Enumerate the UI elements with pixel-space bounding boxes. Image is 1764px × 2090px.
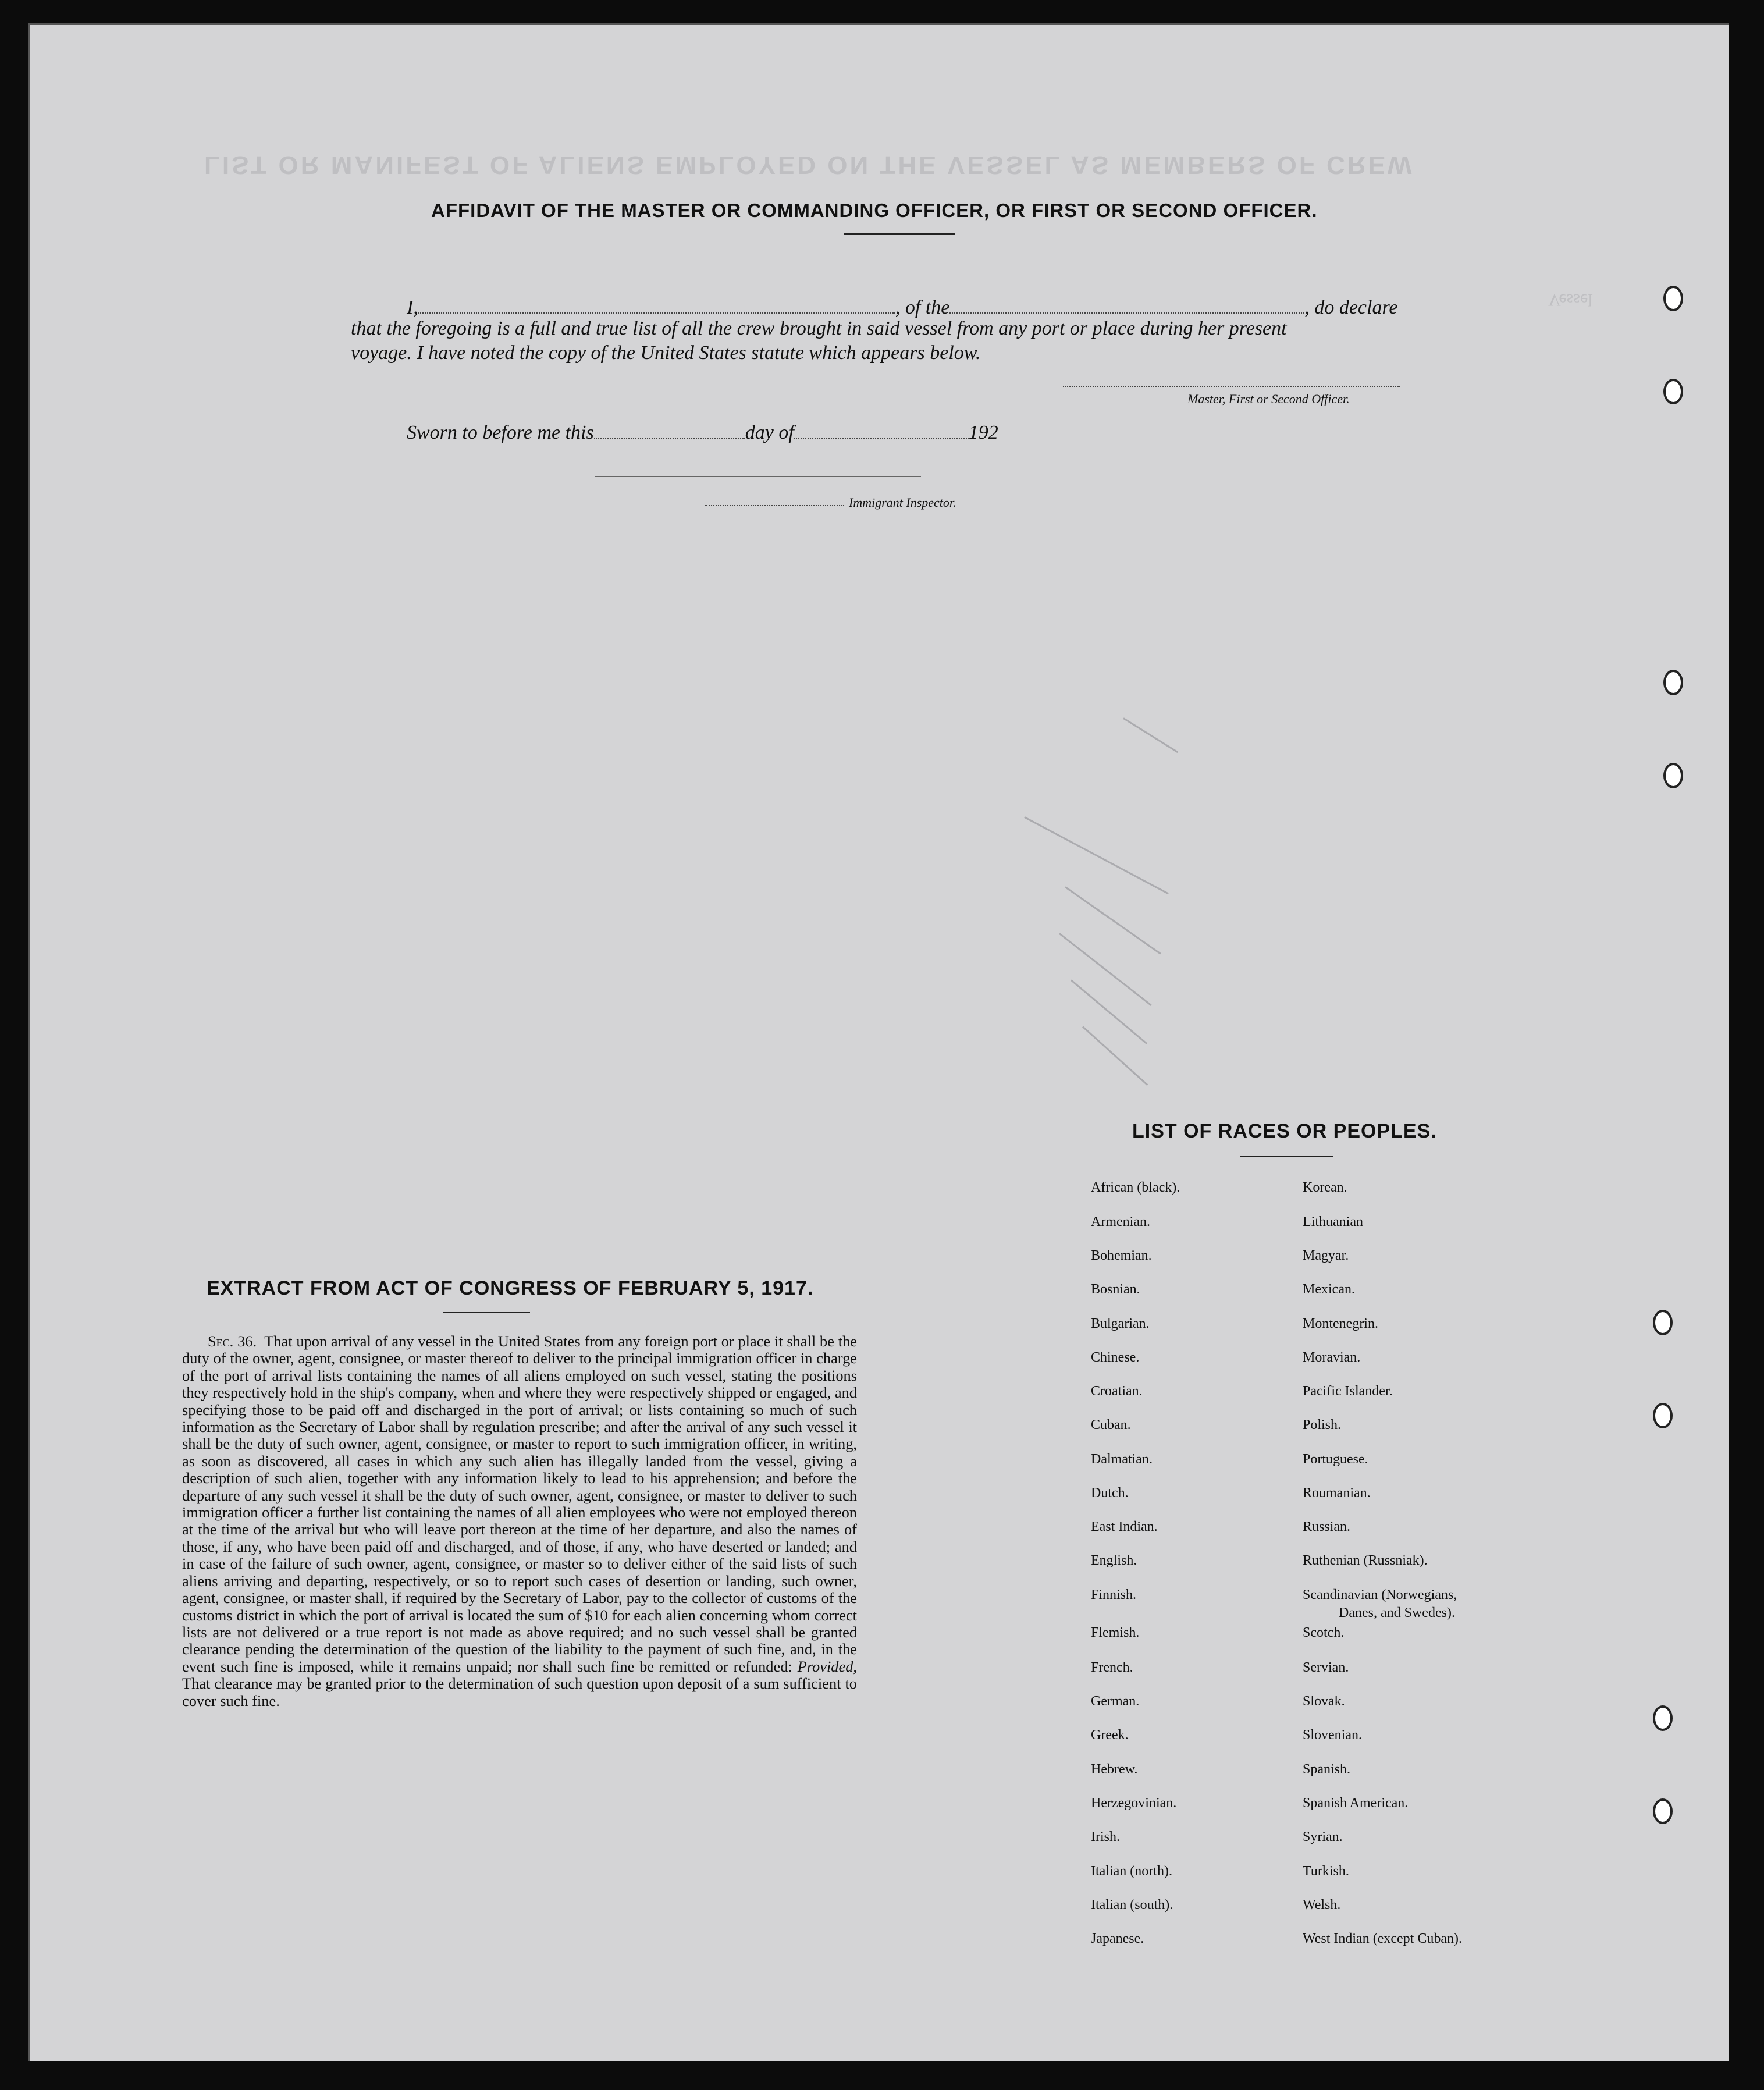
binder-hole-icon [1663,670,1683,695]
race-item: Cuban. [1091,1417,1131,1433]
binder-hole-icon [1663,379,1683,404]
race-item: Croatian. [1091,1384,1143,1399]
bleed-through-title: LIST OR MANIFEST OF ALIENS EMPLOYED ON THE VESSEL AS MEMBERS OF CREW [204,151,1414,179]
race-item: Lithuanian [1303,1214,1363,1229]
race-item: Greek. [1091,1728,1129,1743]
declaration-do-declare-label: , do declare [1304,297,1398,318]
vessel-name-field[interactable] [949,293,1304,314]
race-item: Herzegovinian. [1091,1796,1177,1811]
binder-hole-icon [1663,763,1683,788]
race-item: African (black). [1091,1180,1180,1195]
sworn-year-label: 192 [968,422,998,443]
race-item: Bulgarian. [1091,1316,1150,1331]
race-item: Italian (south). [1091,1897,1173,1913]
affidavit-line-2: that the foregoing is a full and true list of all the crew brought in said vessel from any port or place during her present [351,318,1287,339]
race-item: Dutch. [1091,1485,1129,1501]
race-item: Turkish. [1303,1864,1349,1879]
extract-body [182,1333,857,1709]
race-item: Ruthenian (Russniak). [1303,1553,1428,1568]
race-item: Russian. [1303,1519,1351,1534]
race-item: English. [1091,1553,1137,1568]
affidavit-line-3: voyage. I have noted the copy of the United States statute which appears below. [351,342,981,364]
race-item: Danes, and Swedes). [1339,1605,1455,1620]
affidavit-title: AFFIDAVIT OF THE MASTER OR COMMANDING OFFICER, OR FIRST OR SECOND OFFICER. [431,200,1318,221]
extract-body-text: That upon arrival of any vessel in the United States from any foreign port or place it shall be the duty of the owner, agent, consignee, or master thereof to deliver to the principal immigration officer in charge of the port of arrival lists containing the names of all aliens employed on such vessel, stating the positions they respectively hold in the ship's company, when and where they were respectively shipped or engaged, and specifying those to be paid off and discharged in the port of arrival; or lists containing so much of such information as the Secretary of Labor shall by regulation prescribe; and after the arrival of any such vessel it shall be the duty of such owner, agent, consignee, or master to report to such immigration officer, in writing, as soon as discovered, all cases in which any such alien has illegally landed from the vessel, giving a description of such alien, together with any information likely to lead to his apprehension; and before the departure of any such vessel it shall be the duty of such owner, agent, consignee, or master to deliver to such immigration officer a further list containing the names of all alien employees who were not employed thereon at the time of the arrival but who will leave port thereon at the time of her departure, and also the names of those, if any, who have been paid off and discharged, and of those, if any, who have deserted or landed; and in case of the failure of such owner, agent, consignee, or master so to deliver either of the said lists of such aliens arriving and departing, respectively, or so to report such cases of desertion or landing, such owner, agent, consignee, or master shall, if required by the Secretary of Labor, pay to the collector of customs of the customs district in which the port of arrival is located the sum of $10 for each alien concerning whom correct lists are not delivered or a true report is not made as above required; and no such vessel shall be granted clearance pending the determination of the question of the liability to the payment of such fine, and, in the event such fine is imposed, while it remains unpaid; nor shall such fine be remitted or refunded: [182,1332,857,1675]
race-item: Italian (north). [1091,1864,1172,1879]
sworn-line [407,418,998,444]
race-item: French. [1091,1660,1133,1675]
race-item: Portuguese. [1303,1452,1368,1467]
sworn-day-field[interactable] [594,418,745,439]
binder-hole-icon [1653,1310,1673,1335]
extract-provided-text: That clearance may be granted prior to the determination of such question upon deposit of a sum sufficient to cover such fine. [182,1675,857,1709]
extract-provided-word: Provided, [797,1657,857,1675]
binder-hole-icon [1653,1403,1673,1428]
inspector-signature-field[interactable] [595,476,921,477]
race-item: Spanish. [1303,1762,1351,1777]
master-signature-caption: Master, First or Second Officer. [1187,392,1350,406]
affidavit-declaration-line [407,293,1398,319]
extract-section-label: Sec. 36. [208,1332,257,1350]
race-item: Bohemian. [1091,1248,1152,1263]
master-signature-field[interactable] [1063,386,1400,387]
sworn-prefix: Sworn to before me this [407,422,594,443]
race-item: Scandinavian (Norwegians, [1303,1587,1457,1602]
race-item: Syrian. [1303,1829,1343,1844]
race-item: Bosnian. [1091,1282,1140,1297]
race-item: Servian. [1303,1660,1349,1675]
race-item: Irish. [1091,1829,1120,1844]
race-item: Hebrew. [1091,1762,1138,1777]
race-item: Magyar. [1303,1248,1349,1263]
race-item: Welsh. [1303,1897,1341,1913]
race-item: Korean. [1303,1180,1347,1195]
race-item: Spanish American. [1303,1796,1409,1811]
race-item: Dalmatian. [1091,1452,1153,1467]
sworn-month-field[interactable] [794,418,969,439]
binder-hole-icon [1663,286,1683,311]
race-item: Moravian. [1303,1350,1361,1365]
sworn-day-label: day of [745,422,794,443]
race-item: Slovenian. [1303,1728,1362,1743]
inspector-caption: Immigrant Inspector. [849,495,956,510]
race-item: Mexican. [1303,1282,1355,1297]
race-item: Polish. [1303,1417,1342,1433]
declaration-of-the-label: , of the [895,297,950,318]
race-item: East Indian. [1091,1519,1158,1534]
binder-hole-icon [1653,1705,1673,1731]
race-item: Roumanian. [1303,1485,1371,1501]
document-page [28,23,1729,2061]
inspector-signature-lead [705,505,844,506]
race-item: Slovak. [1303,1694,1345,1709]
races-title: LIST OF RACES OR PEOPLES. [1132,1120,1437,1142]
bleed-through-vessel-label: Vessel [1548,290,1593,310]
race-item: Finnish. [1091,1587,1137,1602]
affidavit-title-rule [844,233,955,235]
race-item: German. [1091,1694,1140,1709]
extract-title: EXTRACT FROM ACT OF CONGRESS OF FEBRUARY 5, 1917. [207,1277,814,1299]
race-item: Japanese. [1091,1931,1144,1946]
races-title-rule [1240,1156,1333,1157]
extract-title-rule [443,1312,530,1313]
race-item: Flemish. [1091,1625,1140,1640]
race-item: Pacific Islander. [1303,1384,1393,1399]
race-item: Chinese. [1091,1350,1140,1365]
race-item: Scotch. [1303,1625,1345,1640]
race-item: Montenegrin. [1303,1316,1378,1331]
binder-hole-icon [1653,1798,1673,1824]
declarant-name-field[interactable] [418,293,895,314]
race-item: West Indian (except Cuban). [1303,1931,1462,1946]
race-item: Armenian. [1091,1214,1150,1229]
declaration-i-label: I, [407,297,418,318]
